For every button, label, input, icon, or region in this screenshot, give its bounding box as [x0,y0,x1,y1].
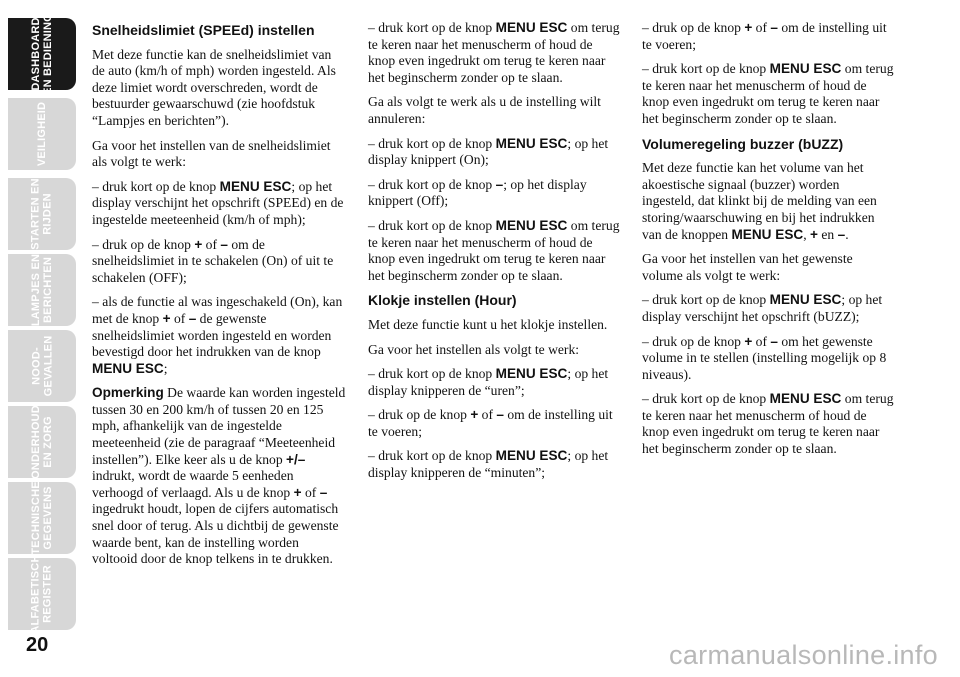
paragraph-text: Met deze functie kan de snelheidslimiet van de auto (km/h of mph) worden ingesteld. Als deze limiet wordt overschreden, wordt de bestuurder gewaarschuwd (zie hoofdstuk “Lampjes en berichten”). [92,46,336,128]
emphasis-text: – [770,20,778,35]
paragraph-text: – druk kort op de knop [368,20,496,35]
paragraph-text: om terug te keren naar het menuscherm of houd de knop even ingedrukt om terug te keren naar het beginscherm zonder op te slaan. [368,217,620,283]
tab-veiligheid[interactable] [8,98,76,170]
emphasis-text: MENU ESC [731,226,804,242]
section-heading: Snelheidslimiet (SPEEd) instellen [92,22,315,38]
emphasis-text: – [770,333,778,349]
paragraph [368,177,620,210]
tab-label: STARTEN EN RIJDEN [30,178,54,250]
emphasis-text: + [470,407,479,423]
emphasis-text: – [837,226,846,242]
tab-label: VEILIGHEID [36,101,48,167]
text-column-3 [642,20,895,466]
paragraph-text: om de instelling uit te voeren; [368,407,613,439]
paragraph-text: om terug te keren naar het menuscherm of houd de knop even ingedrukt om terug te keren naar het beginscherm zonder op te slaan. [368,20,620,85]
emphasis-text: MENU ESC [769,61,842,77]
emphasis-text: + [810,226,818,242]
paragraph [92,294,347,377]
emphasis-text: +/– [286,451,306,467]
paragraph-text: – druk kort op de knop [368,135,496,151]
tab-noodgevallen[interactable] [8,330,76,402]
paragraph-text: om terug te keren naar het menuscherm of houd de knop even ingedrukt om terug te keren naar het beginscherm zonder op te slaan. [642,61,894,126]
text-column-1 [92,20,347,576]
paragraph [368,407,620,440]
paragraph-text: of [301,484,320,500]
emphasis-text: Opmerking [92,385,164,401]
paragraph-text: – druk op de knop [642,20,745,35]
emphasis-text: – [220,236,228,252]
paragraph-text: , [803,226,811,242]
emphasis-text: + [293,484,302,500]
text-column-2 [368,20,620,490]
section-heading: Volumeregeling buzzer (bUZZ) [642,135,844,152]
paragraph-text: en [817,226,838,242]
tab-dashboard[interactable] [8,13,76,95]
emphasis-text: + [744,333,753,349]
paragraph-text: – druk op de knop [92,236,195,252]
tab-label: ONDERHOUD EN ZORG [30,405,55,479]
paragraph-text: – druk kort op de knop [368,366,496,382]
paragraph-text: ; [163,360,168,376]
emphasis-text: – [496,407,504,423]
tab-label: LAMPJES EN BERICHTEN [30,253,55,327]
emphasis-text: MENU ESC [495,20,568,35]
paragraph-text: Met deze functie kan het volume van het akoestische signaal (buzzer) worden ingesteld, dat klinkt bij de melding van een storing/waarschuwing en bij het indrukken van de knoppen [642,160,877,242]
paragraph-text: Ga voor het instellen van de snelheidslimiet als volgt te werk: [92,137,331,170]
paragraph-text: – druk kort op de knop [368,448,496,464]
paragraph-text: . [845,226,849,242]
paragraph-text: De waarde kan worden ingesteld tussen 30 en 200 km/h of tussen 20 en 125 mph, afhankelijk van de ingestelde meeteenheid (zie de paragraaf “Meeteenheid instellen”). Elke keer als u de knop [92,385,346,467]
paragraph-text: ; op het display knippert (Off); [368,176,587,209]
tab-technische[interactable] [8,482,76,554]
emphasis-text: – [188,310,197,326]
paragraph [642,61,895,127]
emphasis-text: + [162,310,171,326]
paragraph-text: om het gewenste volume in te stellen (instelling mogelijk op 8 niveaus). [642,333,887,382]
emphasis-text: MENU ESC [769,391,842,407]
paragraph-text: of [752,20,771,35]
emphasis-text: MENU ESC [495,448,568,464]
paragraph-text: Ga voor het instellen van het gewenste volume als volgt te werk: [642,251,853,283]
paragraph-text: – druk kort op de knop [92,178,220,194]
section-heading: Klokje instellen (Hour) [368,292,517,309]
paragraph-text: of [478,407,497,423]
paragraph [92,237,347,287]
paragraph-text: – druk kort op de knop [642,61,770,77]
paragraph-text: ; op het display knippert (On); [368,135,609,168]
paragraph [368,218,620,284]
paragraph [368,342,620,359]
paragraph-text: – druk kort op de knop [368,176,496,192]
tab-label: NOOD- GEVALLEN [30,335,54,397]
emphasis-text: MENU ESC [219,178,292,194]
emphasis-text: MENU ESC [495,366,568,382]
watermark: carmanualsonline.info [669,640,938,670]
paragraph-text: ; op het display verschijnt het opschrift (bUZZ); [642,292,883,324]
paragraph [642,251,895,284]
paragraph-text: indrukt, wordt de waarde 5 eenheden verhoogd of verlaagd. Als u de knop [92,468,294,500]
paragraph [92,47,347,130]
paragraph-text: om de instelling uit te voeren; [642,20,887,52]
paragraph-text: of [170,310,189,326]
emphasis-text: + [194,236,203,252]
emphasis-text: – [319,484,328,500]
paragraph-text: – druk kort op de knop [642,391,770,407]
emphasis-text: MENU ESC [495,135,568,151]
emphasis-text: MENU ESC [495,217,568,233]
paragraph-text: Ga voor het instellen als volgt te werk: [368,341,580,357]
page-number: 20 [26,634,49,656]
paragraph-text: ; op het display knipperen de “minuten”; [368,448,609,481]
paragraph-text: Met deze functie kunt u het klokje instellen. [368,316,608,332]
paragraph [92,385,347,568]
tab-label: DASHBOARD EN BEDIENING [30,13,55,95]
paragraph [368,94,620,127]
paragraph [642,391,895,457]
paragraph-text: – als de functie al was ingeschakeld (On), kan met de knop [92,294,343,326]
paragraph [368,448,620,481]
tab-register[interactable] [8,554,76,634]
paragraph [368,366,620,399]
tab-onderhoud[interactable] [8,406,76,478]
paragraph-text: – druk kort op de knop [368,217,496,233]
emphasis-text: + [744,20,753,35]
paragraph [92,138,347,171]
paragraph [368,20,620,86]
paragraph-text: of [752,333,771,349]
tab-lampjes[interactable] [8,254,76,326]
paragraph-text: – druk kort op de knop [642,292,770,308]
paragraph [92,179,347,229]
paragraph-text: – druk op de knop [368,407,471,423]
tab-label: ALFABETISCH REGISTER [30,554,55,634]
emphasis-text: MENU ESC [92,360,164,376]
paragraph [368,317,620,334]
paragraph-text: ingedrukt houdt, lopen de cijfers automatisch snel door of terug. Als u dichtbij de gewenste waarde bent, kan de instelling worden voltooid door de knop telkens in te drukken. [92,501,339,567]
paragraph-text: of [202,236,221,252]
tab-label: TECHNISCHE GEGEVENS [30,481,55,555]
paragraph-text: om de snelheidslimiet in te schakelen (On) of uit te schakelen (OFF); [92,236,334,285]
tab-starten[interactable] [8,178,76,250]
paragraph-text: Ga als volgt te werk als u de instelling wilt annuleren: [368,94,601,126]
paragraph [642,20,895,53]
paragraph [642,334,895,384]
paragraph-text: ; op het display verschijnt het opschrift (SPEEd) en de ingestelde meeteenheid (km/h of mph); [92,178,344,227]
paragraph-text: de gewenste snelheidslimiet worden ingesteld en worden bevestigd door het indrukken van de knop [92,310,332,360]
paragraph-text: ; op het display knipperen de “uren”; [368,366,609,398]
paragraph [642,160,895,243]
emphasis-text: MENU ESC [769,292,842,308]
paragraph [368,136,620,169]
paragraph [642,292,895,325]
section-tabs [0,0,80,640]
paragraph-text: om terug te keren naar het menuscherm of houd de knop even ingedrukt om terug te keren naar het beginscherm zonder op te slaan. [642,391,894,457]
paragraph-text: – druk op de knop [642,333,745,349]
emphasis-text: – [495,176,504,192]
